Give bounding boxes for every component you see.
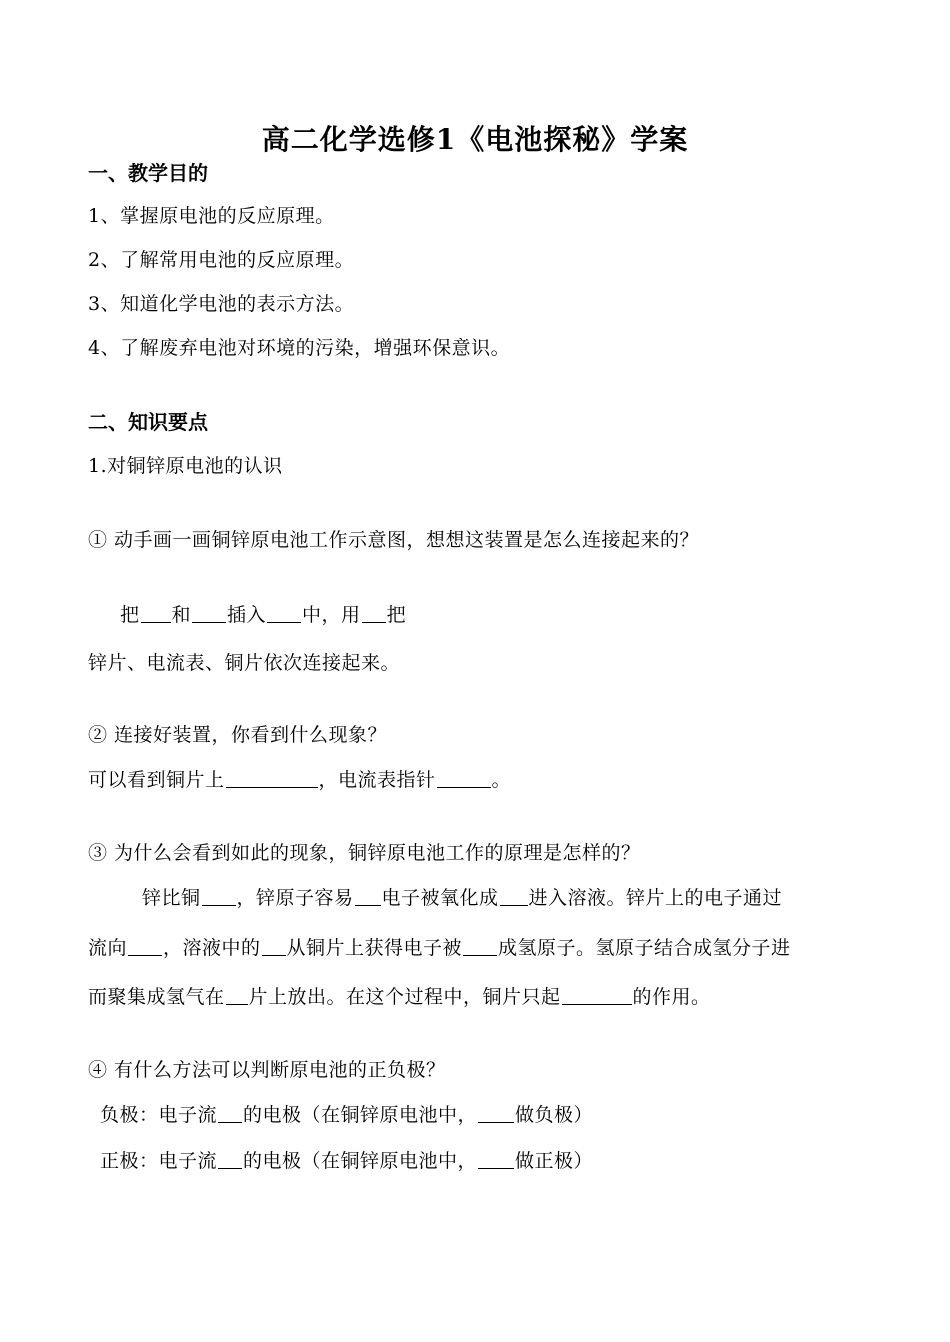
fill-blank[interactable]: [226, 984, 248, 1005]
fill-blank[interactable]: [463, 935, 497, 956]
text-segment: 成氢原子。氢原子结合成氢分子进: [498, 937, 791, 959]
fill-blank[interactable]: [202, 885, 236, 906]
section-heading-key-points: 二、知识要点: [88, 410, 208, 434]
question-3-line-2: [88, 933, 791, 960]
fill-blank[interactable]: [128, 935, 162, 956]
subheading: 1.对铜锌原电池的认识: [88, 455, 283, 477]
fill-blank[interactable]: [218, 1102, 242, 1123]
text-segment: 的电极（在铜锌原电池中，: [243, 1150, 478, 1172]
text-segment: ，锌原子容易: [236, 887, 354, 909]
fill-blank[interactable]: [478, 1102, 514, 1123]
text-segment: 和: [171, 604, 192, 626]
fill-blank[interactable]: [362, 602, 386, 623]
fill-blank[interactable]: [562, 984, 632, 1005]
fill-blank[interactable]: [267, 602, 301, 623]
fill-blank[interactable]: [192, 602, 226, 623]
text-segment: 而聚集成氢气在: [88, 986, 225, 1008]
text-segment: 做负极）: [515, 1104, 594, 1126]
positive-electrode-line: [100, 1146, 593, 1173]
question-4: ④ 有什么方法可以判断原电池的正负极？: [88, 1059, 446, 1081]
section-heading-objectives: 一、教学目的: [88, 161, 208, 185]
fill-blank[interactable]: [262, 935, 286, 956]
question-1-line-2: 锌片、电流表、铜片依次连接起来。: [88, 652, 401, 674]
question-2: ② 连接好装置，你看到什么现象？: [88, 724, 388, 746]
question-3-line-3: [88, 982, 711, 1009]
fill-blank[interactable]: [478, 1148, 514, 1169]
fill-blank[interactable]: [141, 602, 171, 623]
text-segment: 插入: [227, 604, 267, 626]
question-3: ③ 为什么会看到如此的现象，铜锌原电池工作的原理是怎样的？: [88, 842, 641, 864]
text-segment: 可以看到铜片上: [88, 769, 225, 791]
objective-item: 3、知道化学电池的表示方法。: [88, 293, 355, 315]
text-segment: 流向: [88, 937, 128, 959]
objective-item: 2、了解常用电池的反应原理。: [88, 249, 355, 271]
question-3-line-1: [142, 883, 782, 910]
text-segment: ，电流表指针: [318, 769, 436, 791]
text-segment: 的作用。: [632, 986, 711, 1008]
text-segment: 电子被氧化成: [381, 887, 499, 909]
text-segment: 从铜片上获得电子被: [286, 937, 463, 959]
objective-item: 1、掌握原电池的反应原理。: [88, 205, 335, 227]
text-segment: 。: [491, 769, 512, 791]
question-1: ① 动手画一画铜锌原电池工作示意图，想想这装置是怎么连接起来的？: [88, 529, 700, 551]
text-segment: ，溶液中的: [163, 937, 261, 959]
text-segment: 把: [120, 604, 140, 626]
page-title: 高二化学选修1《电池探秘》学案: [261, 123, 689, 156]
text-segment: 中，用: [302, 604, 361, 626]
fill-blank[interactable]: [437, 767, 491, 788]
text-segment: 负极：电子流: [100, 1104, 218, 1126]
objective-item: 4、了解废弃电池对环境的污染，增强环保意识。: [88, 337, 511, 359]
fill-blank[interactable]: [226, 767, 318, 788]
text-segment: 的电极（在铜锌原电池中，: [243, 1104, 478, 1126]
negative-electrode-line: [100, 1100, 593, 1127]
question-1-fill-line: [120, 600, 406, 627]
text-segment: 片上放出。在这个过程中，铜片只起: [248, 986, 561, 1008]
fill-blank[interactable]: [218, 1148, 242, 1169]
text-segment: 锌比铜: [142, 887, 201, 909]
fill-blank[interactable]: [500, 885, 528, 906]
fill-blank[interactable]: [355, 885, 381, 906]
text-segment: 进入溶液。锌片上的电子通过: [528, 887, 783, 909]
text-segment: 做正极）: [515, 1150, 594, 1172]
text-segment: 把: [386, 604, 407, 626]
question-2-answer-line: [88, 765, 511, 792]
text-segment: 正极：电子流: [100, 1150, 218, 1172]
